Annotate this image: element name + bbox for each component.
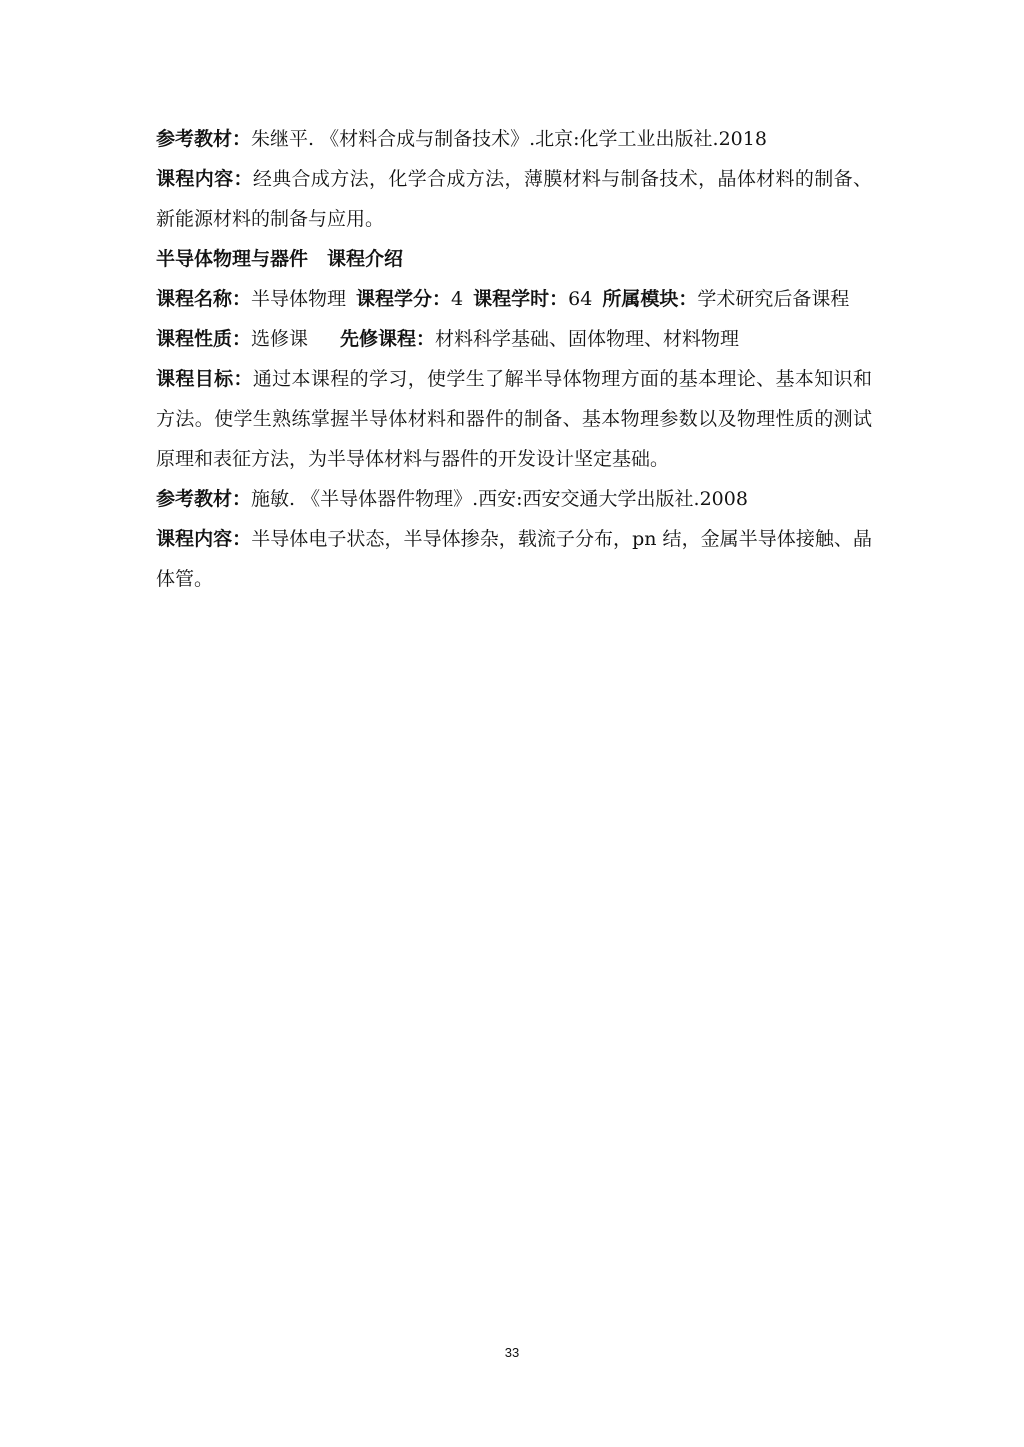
course-info-paragraph	[156, 279, 872, 319]
course-prereq-label: 先修课程：	[340, 328, 436, 350]
course-name-value: 半导体物理	[251, 288, 347, 310]
course-name-label: 课程名称：	[156, 288, 252, 310]
prev-reference-label: 参考教材：	[156, 128, 252, 150]
course-prereq-value: 材料科学基础、固体物理、材料物理	[435, 328, 740, 350]
course-module-label: 所属模块：	[602, 288, 698, 310]
course-nature-value: 选修课	[251, 328, 309, 350]
prev-content-text: 经典合成方法，化学合成方法，薄膜材料与制备技术，晶体材料的制备、新能源材料的制备与应用。	[156, 168, 872, 230]
course-content-label: 课程内容：	[156, 528, 252, 550]
course-goal-text: 通过本课程的学习，使学生了解半导体物理方面的基本理论、基本知识和方法。使学生熟练掌握半导体材料和器件的制备、基本物理参数以及物理性质的测试原理和表征方法，为半导体材料与器件的开发设计坚定基础。	[156, 368, 872, 470]
course-credit-label: 课程学分：	[356, 288, 452, 310]
course-hours-value: 64	[568, 288, 593, 310]
course-reference-paragraph	[156, 479, 872, 519]
course-hours-label: 课程学时：	[473, 288, 569, 310]
course-goal-label: 课程目标：	[156, 368, 253, 390]
document-body	[156, 119, 872, 599]
course-nature-label: 课程性质：	[156, 328, 252, 350]
course-nature-paragraph	[156, 319, 872, 359]
page-number: 33	[504, 1345, 520, 1360]
course-content-paragraph	[156, 519, 872, 599]
course-module-value: 学术研究后备课程	[697, 288, 850, 310]
prev-content-label: 课程内容：	[156, 168, 253, 190]
prev-reference-paragraph	[156, 119, 872, 159]
prev-content-paragraph	[156, 159, 872, 239]
course-credit-value: 4	[451, 288, 464, 310]
course-goal-paragraph	[156, 359, 872, 479]
course-title: 半导体物理与器件 课程介绍	[156, 248, 404, 270]
course-reference-label: 参考教材：	[156, 488, 252, 510]
course-reference-text: 施敏. 《半导体器件物理》.西安:西安交通大学出版社.2008	[251, 488, 748, 510]
course-content-text: 半导体电子状态，半导体掺杂，载流子分布，pn 结，金属半导体接触、晶体管。	[156, 528, 872, 590]
prev-reference-text: 朱继平. 《材料合成与制备技术》.北京:化学工业出版社.2018	[251, 128, 767, 150]
